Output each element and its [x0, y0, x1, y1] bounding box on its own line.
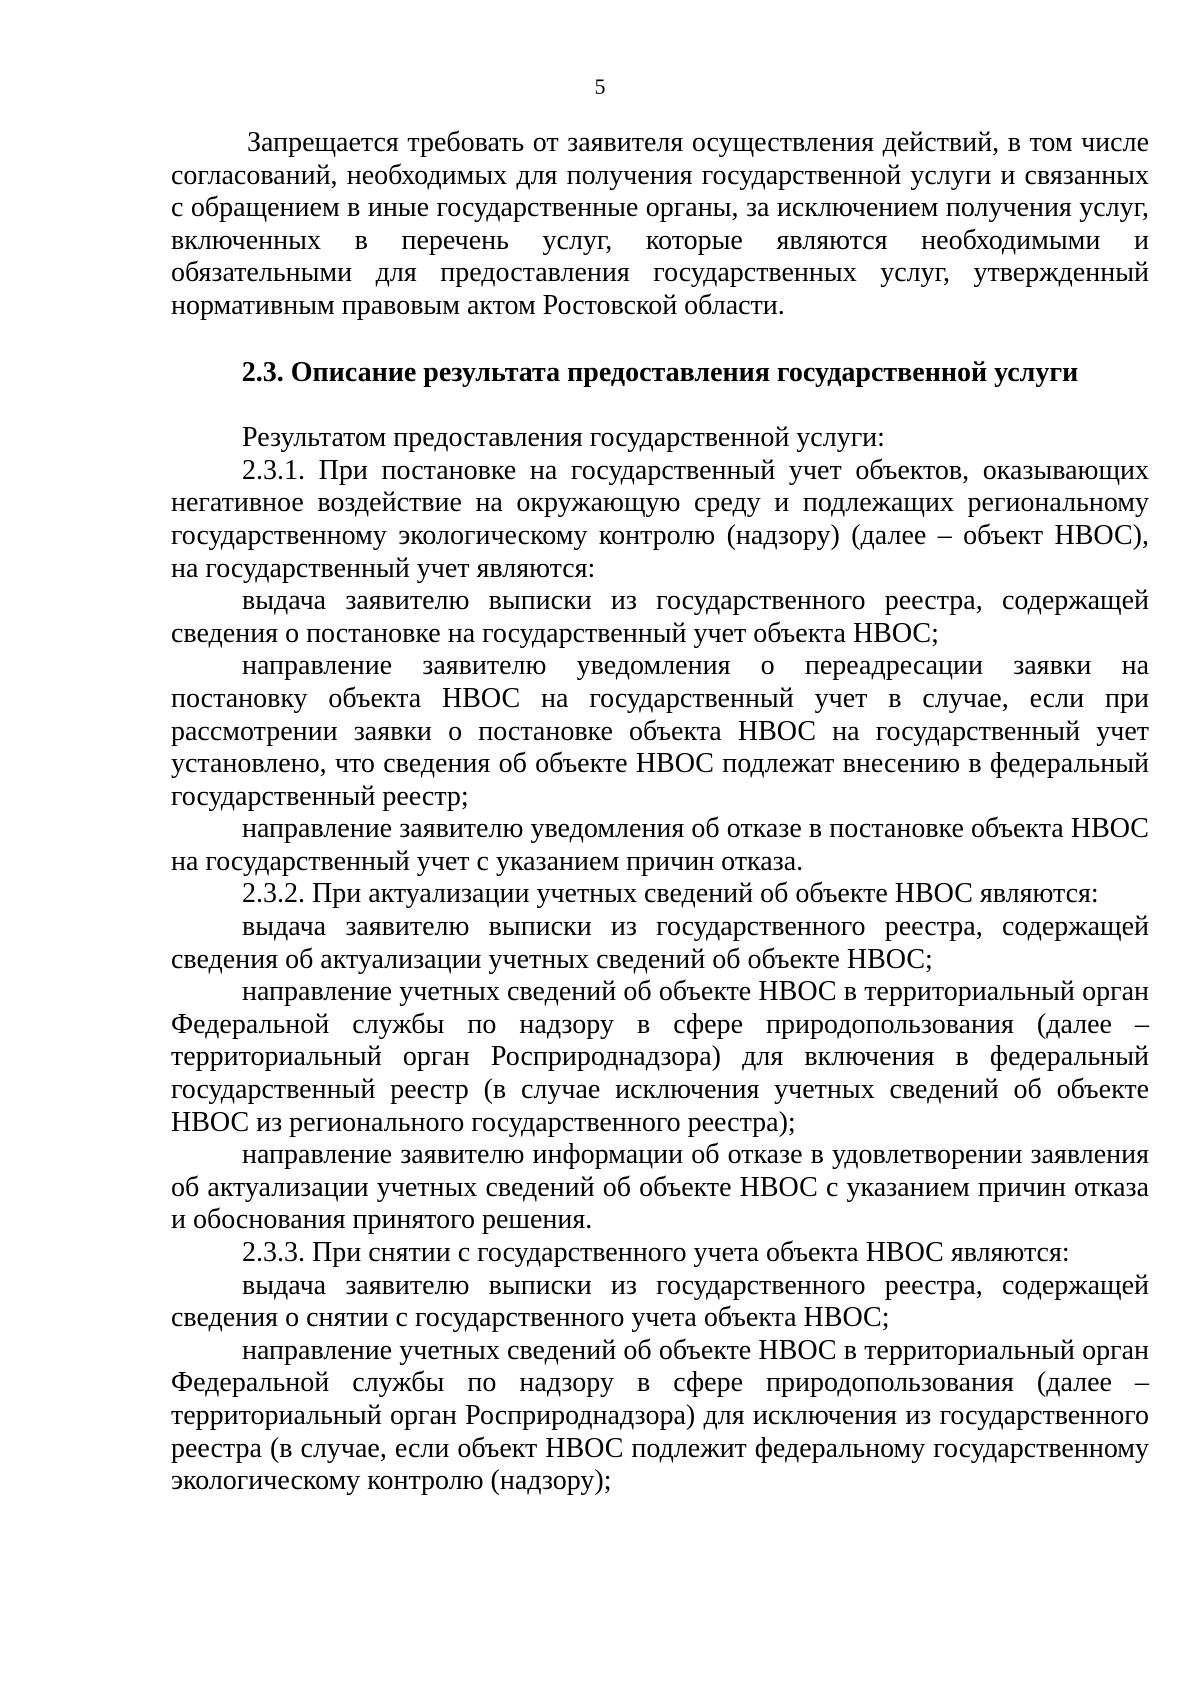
list-item-paragraph: направление заявителю информации об отказе в удовлетворении заявления об актуализации учетных сведений об объекте НВОС с указанием причин отказа и обоснования принятого решения. [171, 1139, 1149, 1236]
list-item-paragraph: направление заявителю уведомления о переадресации заявки на постановку объекта НВОС на государственный учет в случае, если при рассмотрении заявки о постановке объекта НВОС на государственный учет установлено, что сведения об объекте НВОС подлежат внесению в федеральный государственный реестр; [171, 650, 1149, 812]
list-item-paragraph: направление учетных сведений об объекте НВОС в территориальный орган Федеральной службы по надзору в сфере природопользования (далее – территориальный орган Росприроднадзора) для исключения из государственного реестра (в случае, если объект НВОС подлежит федеральному государственному экологическому контролю (надзору); [171, 1334, 1149, 1497]
document-body [171, 127, 1149, 1498]
list-item-paragraph: направление учетных сведений об объекте НВОС в территориальный орган Федеральной службы по надзору в сфере природопользования (далее – территориальный орган Росприроднадзора) для включения в федеральный государственный реестр (в случае исключения учетных сведений об объекте НВОС из регионального государственного реестра); [171, 976, 1149, 1138]
clause-2-3-2-paragraph: 2.3.2. При актуализации учетных сведений об объекте НВОС являются: [242, 878, 1099, 910]
list-item-paragraph: выдача заявителю выписки из государственного реестра, содержащей сведения о снятии с государственного учета объекта НВОС; [171, 1269, 1149, 1334]
result-intro-paragraph: Результатом предоставления государственной услуги: [242, 422, 885, 454]
clause-2-3-1-paragraph: 2.3.1. При постановке на государственный учет объектов, оказывающих негативное воздействие на окружающую среду и подлежащих региональному государственному экологическому контролю (надзору) (далее – объект НВОС), на государственный учет являются: [171, 454, 1149, 584]
section-heading: 2.3. Описание результата предоставления государственной услуги [241, 356, 1079, 388]
list-item-paragraph: выдача заявителю выписки из государственного реестра, содержащей сведения о постановке на государственный учет объекта НВОС; [171, 585, 1149, 649]
list-item-paragraph: направление заявителю уведомления об отказе в постановке объекта НВОС на государственный учет с указанием причин отказа. [171, 813, 1149, 877]
list-item-paragraph: выдача заявителю выписки из государственного реестра, содержащей сведения об актуализации учетных сведений об объекте НВОС; [171, 911, 1149, 975]
page-number: 5 [594, 74, 606, 99]
intro-paragraph: Запрещается требовать от заявителя осуществления действий, в том числе согласований, необходимых для получения государственной услуги и связанных с обращением в иные государственные органы, за исключением получения услуг, включенных в перечень услуг, которые являются необходимыми и обязательными для предоставления государственных услуг, утвержденный нормативным правовым актом Ростовской области. [171, 127, 1149, 321]
clause-2-3-3-paragraph: 2.3.3. При снятии с государственного учета объекта НВОС являются: [242, 1237, 1070, 1268]
